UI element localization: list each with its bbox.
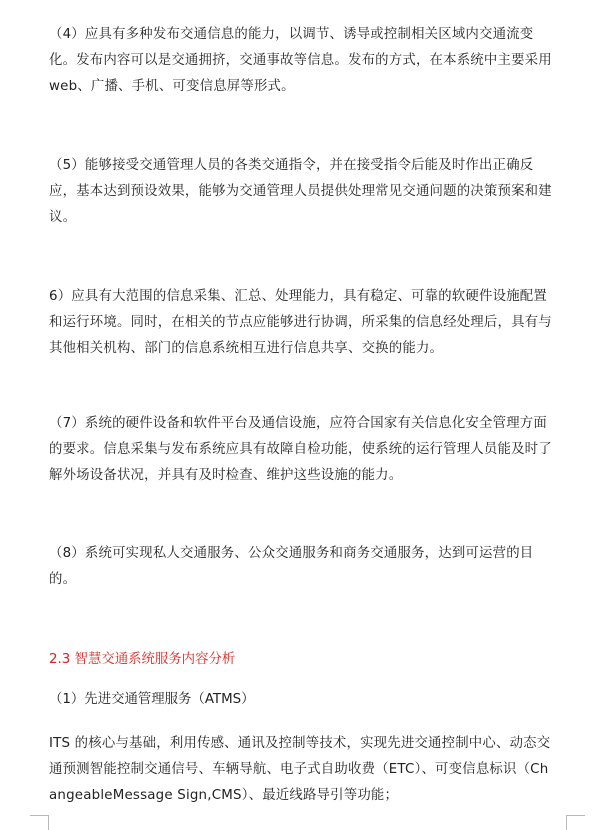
section-body-paragraph: ITS 的核心与基础，利用传感、通讯及控制等技术，实现先进交通控制中心、动态交通预测智能控制交通信号、车辆导航、电子式自助收费（ETC）、可变信息标识（ChangeableMessage Sign,CMS）、最近线路导引等功能； xyxy=(49,736,551,803)
page-corner-mark-right xyxy=(566,815,585,830)
paragraph-item-7: （7）系统的硬件设备和软件平台及通信设施，应符合国家有关信息化安全管理方面的要求。信息采集与发布系统应具有故障自检功能，使系统的运行管理人员能及时了解外场设备状况，并具有及时检查、维护这些设施的能力。 xyxy=(49,416,552,483)
section-heading: 2.3 智慧交通系统服务内容分析 xyxy=(49,652,236,667)
subsection-heading: （1）先进交通管理服务（ATMS） xyxy=(49,692,255,707)
paragraph-item-8: （8）系统可实现私人交通服务、公众交通服务和商务交通服务，达到可运营的目的。 xyxy=(49,546,534,587)
paragraph-item-5: （5）能够接受交通管理人员的各类交通指令，并在接受指令后能及时作出正确反应，基本达到预设效果，能够为交通管理人员提供处理常见交通问题的决策预案和建议。 xyxy=(49,158,552,225)
paragraph-item-6: 6）应具有大范围的信息采集、汇总、处理能力，具有稳定、可靠的软硬件设施配置和运行环境。同时，在相关的节点应能够进行协调，所采集的信息经处理后，具有与其他相关机构、部门的信息系统相互进行信息共享、交换的能力。 xyxy=(49,289,552,356)
page-corner-mark-left xyxy=(30,815,49,830)
paragraph-item-4: （4）应具有多种发布交通信息的能力，以调节、诱导或控制相关区域内交通流变化。发布内容可以是交通拥挤，交通事故等信息。发布的方式，在本系统中主要采用 web、广播、手机、可变信息屏等形式。 xyxy=(49,27,552,94)
